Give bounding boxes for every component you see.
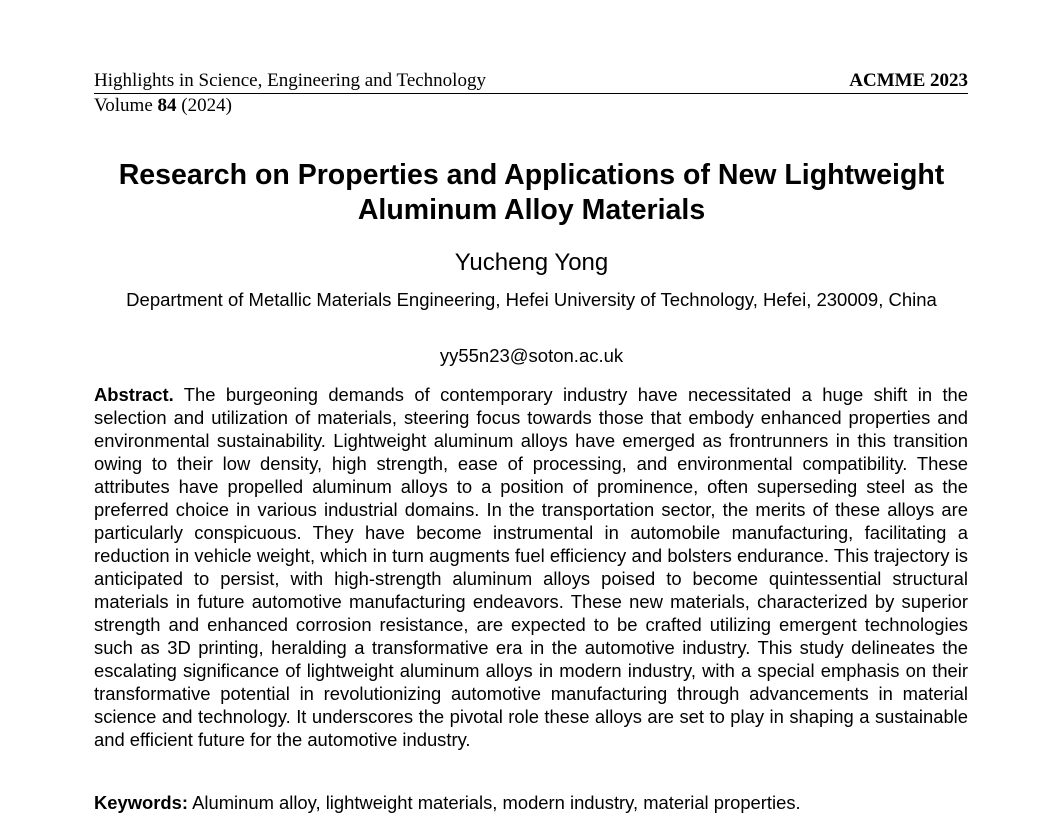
author-email: yy55n23@soton.ac.uk	[439, 345, 624, 366]
volume-year: (2024)	[181, 95, 232, 116]
keywords-text: Aluminum alloy, lightweight materials, modern industry, material properties.	[192, 792, 801, 813]
author-name: Yucheng Yong	[454, 249, 609, 276]
conference-name: ACMME 2023	[849, 70, 968, 91]
volume-prefix: Volume	[94, 95, 153, 116]
abstract-text: The burgeoning demands of contemporary industry have necessitated a huge shift in the selection and utilization of materials, steering focus towards those that embody enhanced properties and environmental sustainability. Lightweight aluminum alloys have emerged as frontrunners in this transition owing to their low density, high strength, ease of processing, and environmental compatibility. These attributes have propelled aluminum alloys to a position of prominence, often superseding steel as the preferred choice in various industrial domains. In the transportation sector, the merits of these alloys are particularly conspicuous. They have become instrumental in automobile manufacturing, facilitating a reduction in vehicle weight, which in turn augments fuel efficiency and bolsters endurance. This trajectory is anticipated to persist, with high-strength aluminum alloys poised to become quintessential structural materials in future automotive manufacturing endeavors. These new materials, characterized by superior strength and enhanced corrosion resistance, are expected to be crafted utilizing emergent technologies such as 3D printing, heralding a transformative era in the automotive industry. This study delineates the escalating significance of lightweight aluminum alloys in modern industry, with a special emphasis on their transformative potential in revolutionizing automotive manufacturing through advancements in material science and technology. It underscores the pivotal role these alloys are set to play in shaping a sustainable and efficient future for the automotive industry.	[94, 384, 969, 750]
abstract-label: Abstract.	[94, 384, 174, 405]
volume-number: 84	[157, 95, 177, 116]
journal-name: Highlights in Science, Engineering and Technology	[94, 70, 486, 91]
keywords	[94, 791, 968, 814]
abstract	[94, 383, 968, 751]
author-affiliation: Department of Metallic Materials Engineering, Hefei University of Technology, Hefei, 230009, China	[126, 289, 937, 310]
volume-line	[94, 95, 968, 117]
header-row	[94, 70, 968, 94]
paper-title: Research on Properties and Applications of New Lightweight Aluminum Alloy Materials	[118, 159, 945, 226]
running-header	[94, 70, 968, 117]
keywords-label: Keywords:	[94, 792, 189, 813]
